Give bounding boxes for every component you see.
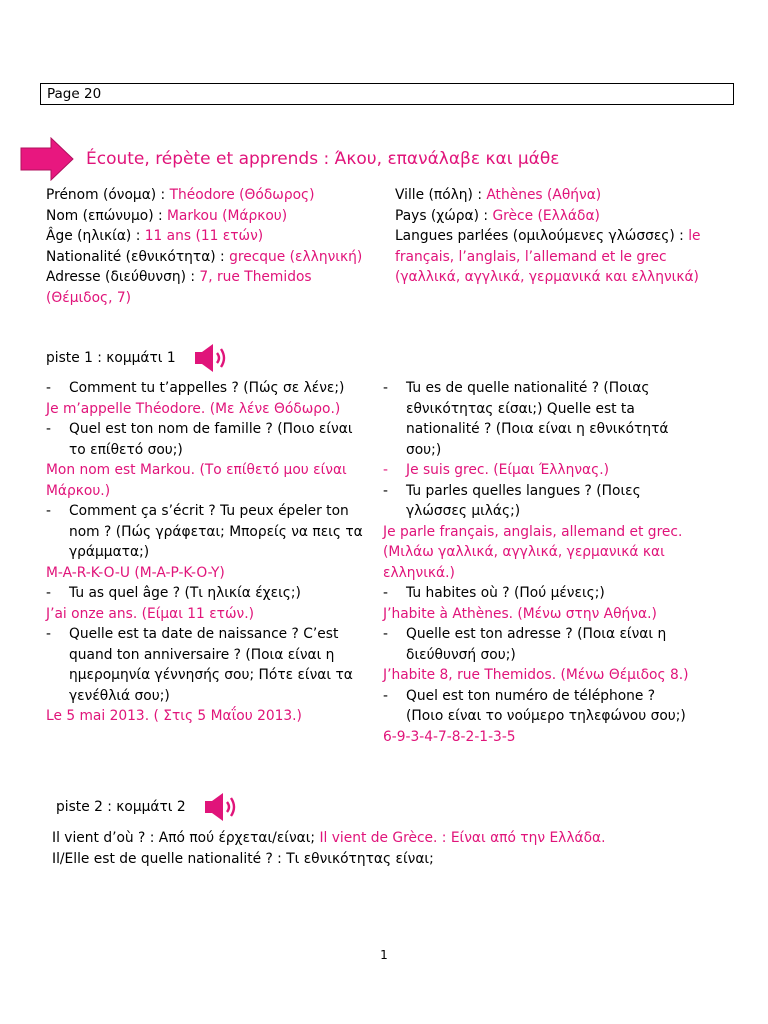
question-age: - Tu as quel âge ? (Τι ηλικία έχεις;) xyxy=(46,585,301,601)
question-languages: - Tu parles quelles langues ? (Ποιες γλώσσες μιλάς;) xyxy=(383,482,641,519)
answer-age: J’ai onze ans. (Είμαι 11 ετών.) xyxy=(46,605,255,622)
track-2 xyxy=(56,792,242,822)
info-address: Adresse (διεύθυνση) : 7, rue Themidos xyxy=(46,269,312,285)
page-label-box xyxy=(40,83,734,105)
answer-family-name-cont: Μάρκου.) xyxy=(46,482,111,499)
question-address: - Quelle est ton adresse ? (Ποια είναι η διεύθυνσή σου;) xyxy=(383,626,667,663)
answer-birthdate: Le 5 mai 2013. ( Στις 5 Μαΐου 2013.) xyxy=(46,708,302,724)
dialogue-right-column xyxy=(383,378,689,747)
page-label: Page 20 xyxy=(47,86,102,102)
info-country: Pays (χώρα) : Grèce (Ελλάδα) xyxy=(395,207,600,224)
right-arrow-icon xyxy=(20,137,74,181)
answer-family-name: Mon nom est Markou. (Το επίθετό μου είναι xyxy=(46,462,347,478)
track-1 xyxy=(46,343,232,373)
question-family-name: - Quel est ton nom de famille ? (Ποιο είναι το επίθετό σου;) xyxy=(46,421,353,458)
question-birthdate: - Quelle est ta date de naissance ? C’est quand ton anniversaire ? (Ποια είναι η ημερομηνία γέννησής σου; Πότε είναι τα γενέθλιά σου;) xyxy=(46,626,353,704)
info-city: Ville (πόλη) : Athènes (Αθήνα) xyxy=(395,187,602,203)
track-2-sentences xyxy=(52,828,606,869)
answer-residence: J’habite à Athènes. (Μένω στην Αθήνα.) xyxy=(383,605,657,622)
speaker-icon[interactable] xyxy=(194,343,232,373)
identity-info-left xyxy=(46,185,362,308)
info-languages: Langues parlées (ομιλούμενες γλώσσες) : le xyxy=(395,228,701,244)
info-nationality: Nationalité (εθνικότητα) : grecque (ελληνική) xyxy=(46,248,363,265)
answer-phone: 6-9-3-4-7-8-2-1-3-5 xyxy=(383,728,516,745)
question-phone: - Quel est ton numéro de téléphone ? (Ποιο είναι το νούμερο τηλεφώνου σου;) xyxy=(383,687,686,724)
question-name: - Comment tu t’appelles ? (Πώς σε λένε;) xyxy=(46,380,345,396)
question-spelling: - Comment ça s’écrit ? Tu peux épeler ton nom ? (Πώς γράφεται; Μπορείς να πεις τα γράμματα;) xyxy=(46,503,363,560)
section-title: Écoute, répète et apprends : Άκου, επανάλαβε και μάθε xyxy=(86,149,560,169)
track-2-label: piste 2 : κομμάτι 2 xyxy=(56,799,186,815)
answer-nationality: - Je suis grec. (Είμαι Έλληνας.) xyxy=(383,462,609,478)
track-1-label: piste 1 : κομμάτι 1 xyxy=(46,350,176,366)
answer-languages: Je parle français, anglais, allemand et grec. xyxy=(383,523,683,540)
info-languages-french: français, l’anglais, l’allemand et le grec xyxy=(395,248,667,265)
page-number: 1 xyxy=(380,948,388,962)
sentence-nationality: Il/Elle est de quelle nationalité ? : Τι εθνικότητας είναι; xyxy=(52,850,434,867)
info-firstname: Prénom (όνομα) : Théodore (Θόδωρος) xyxy=(46,187,315,203)
info-languages-greek: (γαλλικά, αγγλικά, γερμανικά και ελληνικά) xyxy=(395,269,699,285)
identity-info-right xyxy=(395,185,701,288)
question-residence: - Tu habites où ? (Πού μένεις;) xyxy=(383,585,605,601)
answer-spelling: M-A-R-K-O-U (M-A-P-K-O-Y) xyxy=(46,564,225,581)
question-nationality: - Tu es de quelle nationalité ? (Ποιας εθνικότητας είσαι;) Quelle est ta nationalité ? (Ποια είναι η εθνικότητά σου;) xyxy=(383,380,669,458)
speaker-icon[interactable] xyxy=(204,792,242,822)
answer-address: J’habite 8, rue Themidos. (Μένω Θέμιδος 8.) xyxy=(383,667,689,683)
answer-languages-greek-cont: ελληνικά.) xyxy=(383,564,455,581)
answer-name: Je m’appelle Théodore. (Με λένε Θόδωρο.) xyxy=(46,400,341,417)
sentence-origin: Il vient d’où ? : Από πού έρχεται/είναι; Il vient de Grèce. : Είναι από την Ελλάδα. xyxy=(52,830,606,846)
dialogue-left-column xyxy=(46,378,363,727)
info-age: Âge (ηλικία) : 11 ans (11 ετών) xyxy=(46,228,264,244)
answer-languages-greek: (Μιλάω γαλλικά, αγγλικά, γερμανικά και xyxy=(383,544,665,560)
info-address-greek: (Θέμιδος, 7) xyxy=(46,289,132,306)
info-lastname: Nom (επώνυμο) : Markou (Μάρκου) xyxy=(46,207,288,224)
